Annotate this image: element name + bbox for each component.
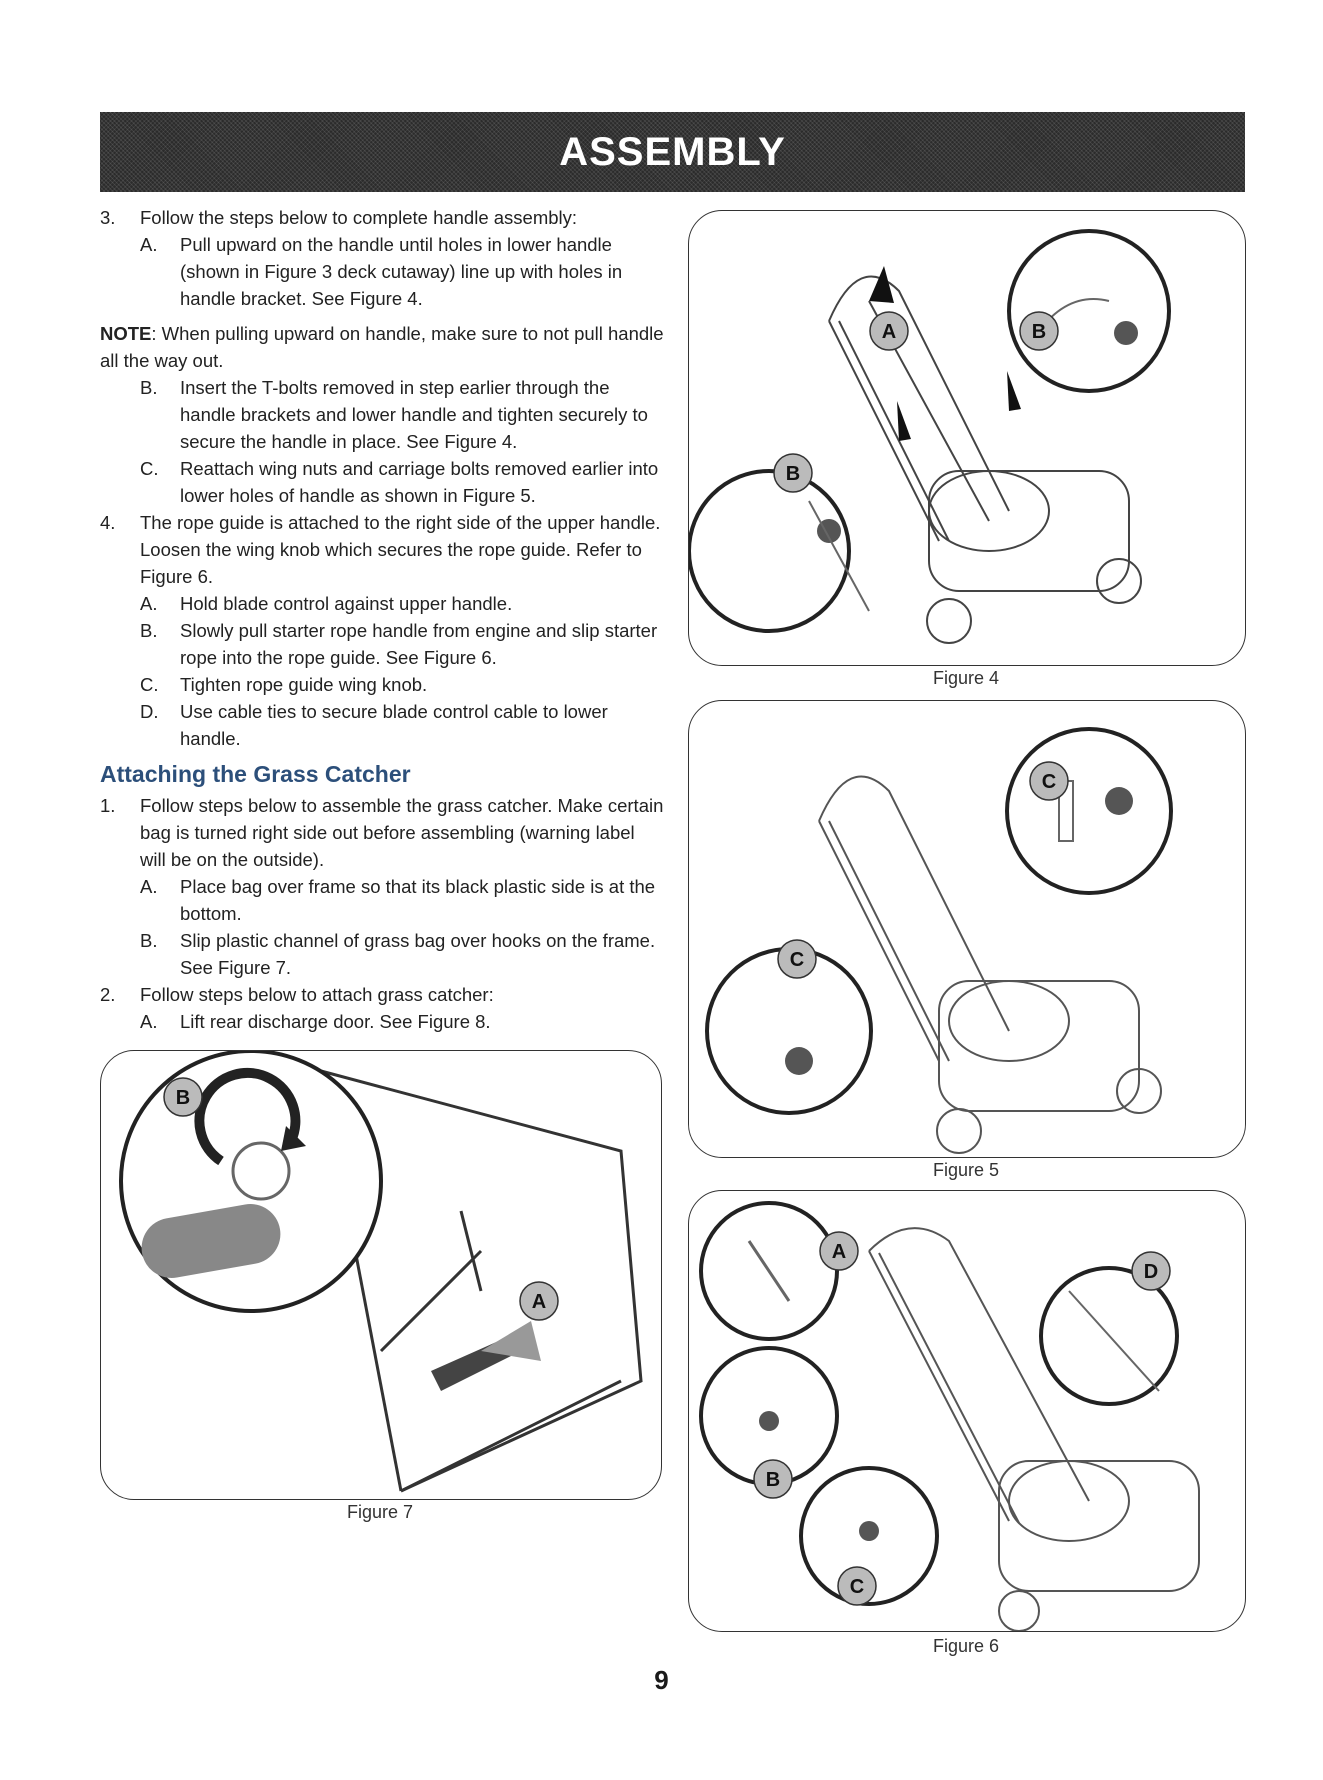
step-4b <box>100 617 665 671</box>
substep-text: Slowly pull starter rope handle from engine and slip starter rope into the rope guide. See Figure 6. <box>180 620 658 668</box>
substep-marker: A. <box>140 234 158 255</box>
figure-4-illustration <box>689 211 1245 665</box>
step-3c <box>100 455 665 509</box>
callout-label: A <box>831 1241 847 1263</box>
substep-text: Place bag over frame so that its black plastic side is at the bottom. <box>180 876 656 924</box>
instructions-column <box>100 204 665 1035</box>
figure-5-illustration <box>689 701 1245 1157</box>
callout-label: B <box>175 1087 191 1109</box>
catcher-step-1b <box>100 927 665 981</box>
substep-text: Insert the T-bolts removed in step earlier through the handle brackets and lower handle and tighten securely to secure the handle in place. See Figure 4. <box>180 377 648 452</box>
figure-6-illustration <box>689 1191 1245 1631</box>
substep-text: Lift rear discharge door. See Figure 8. <box>180 1011 491 1032</box>
section-title: ASSEMBLY <box>559 129 786 174</box>
step-number: 1. <box>100 795 116 816</box>
note-label: NOTE <box>100 323 152 344</box>
step-3b <box>100 374 665 455</box>
callout-label: C <box>849 1576 865 1598</box>
step-text: Follow the steps below to complete handle assembly: <box>140 207 578 228</box>
catcher-step-2a <box>100 1008 665 1035</box>
catcher-step-1a <box>100 873 665 927</box>
substep-text: Pull upward on the handle until holes in lower handle (shown in Figure 3 deck cutaway) line up with holes in handle bracket. See Figure 4. <box>180 234 623 309</box>
step-number: 4. <box>100 512 116 533</box>
note-text: : When pulling upward on handle, make sure to not pull handle all the way out. <box>100 323 664 371</box>
callout-label: B <box>785 463 801 485</box>
substep-marker: B. <box>140 377 158 398</box>
step-4 <box>100 509 665 590</box>
substep-marker: C. <box>140 458 159 479</box>
step-4a <box>100 590 665 617</box>
figure-6-caption: Figure 6 <box>932 1636 1000 1656</box>
callout-label: A <box>531 1291 547 1313</box>
catcher-step-2 <box>100 981 665 1008</box>
step-text: Follow steps below to assemble the grass catcher. Make certain bag is turned right side out before assembling (warning label will be on the outside). <box>140 795 664 870</box>
step-4d <box>100 698 665 752</box>
step-text: Follow steps below to attach grass catcher: <box>140 984 494 1005</box>
substep-text: Reattach wing nuts and carriage bolts removed earlier into lower holes of handle as shown in Figure 5. <box>180 458 659 506</box>
substep-text: Tighten rope guide wing knob. <box>180 674 428 695</box>
callout-label: D <box>1143 1261 1159 1283</box>
substep-marker: A. <box>140 876 158 897</box>
figure-7-illustration <box>101 1051 661 1499</box>
figure-5 <box>688 700 1246 1158</box>
figure-4-caption: Figure 4 <box>932 668 1000 688</box>
substep-marker: A. <box>140 1011 158 1032</box>
substep-marker: D. <box>140 701 159 722</box>
step-number: 2. <box>100 984 116 1005</box>
substep-marker: C. <box>140 674 159 695</box>
callout-label: B <box>765 1469 781 1491</box>
callout-label: C <box>1041 771 1057 793</box>
note <box>100 320 665 374</box>
figure-7-caption: Figure 7 <box>346 1502 414 1522</box>
figure-5-caption: Figure 5 <box>932 1160 1000 1180</box>
figure-6 <box>688 1190 1246 1632</box>
step-3 <box>100 204 665 231</box>
step-text: The rope guide is attached to the right side of the upper handle. Loosen the wing knob which secures the rope guide. Refer to Figure 6. <box>140 512 661 587</box>
callout-label: A <box>881 321 897 343</box>
figure-4 <box>688 210 1246 666</box>
subsection-heading: Attaching the Grass Catcher <box>100 761 411 787</box>
page-number: 9 <box>654 1665 669 1695</box>
substep-marker: A. <box>140 593 158 614</box>
step-number: 3. <box>100 207 116 228</box>
figure-7 <box>100 1050 662 1500</box>
substep-text: Slip plastic channel of grass bag over hooks on the frame. See Figure 7. <box>180 930 656 978</box>
substep-marker: B. <box>140 620 158 641</box>
callout-label: B <box>1031 321 1047 343</box>
step-3a <box>100 231 665 312</box>
step-4c <box>100 671 665 698</box>
substep-marker: B. <box>140 930 158 951</box>
section-banner <box>100 112 1245 192</box>
catcher-step-1 <box>100 792 665 873</box>
substep-text: Use cable ties to secure blade control cable to lower handle. <box>180 701 608 749</box>
callout-label: C <box>789 949 805 971</box>
substep-text: Hold blade control against upper handle. <box>180 593 513 614</box>
